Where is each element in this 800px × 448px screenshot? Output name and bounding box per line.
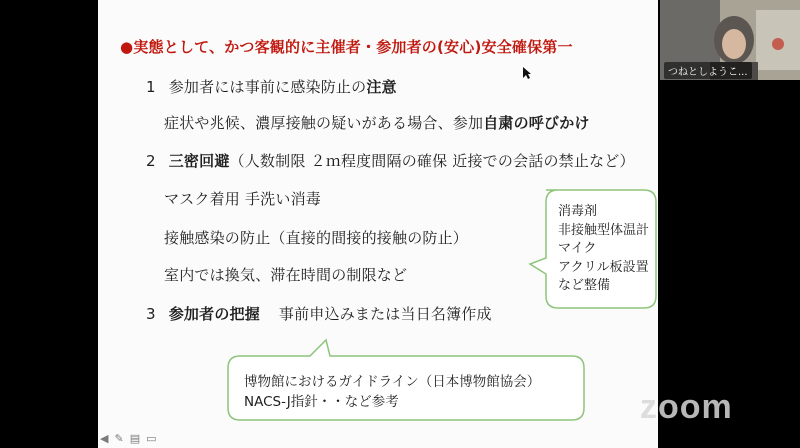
- bubble-1-line: 非接触型体温計: [558, 222, 650, 238]
- more-icon[interactable]: ▭: [146, 432, 157, 445]
- bubble-1-line: 消毒剤: [558, 204, 598, 219]
- bubble-2-line: 博物館におけるガイドライン（日本博物館協会）: [244, 374, 541, 390]
- previous-icon[interactable]: ◀: [100, 432, 109, 445]
- item-3: [146, 303, 492, 324]
- item-2: [146, 150, 635, 171]
- zoom-watermark: zoom: [640, 388, 733, 426]
- bubble-1-text: [558, 203, 649, 296]
- item-3-number: 3: [146, 305, 156, 323]
- participant-video-tile[interactable]: [660, 0, 800, 80]
- item-1-bold: 注意: [366, 78, 397, 96]
- item-2-number: 2: [146, 152, 156, 170]
- item-1-sub-text: 症状や兆候、濃厚接触の疑いがある場合、参加: [164, 114, 484, 132]
- item-3-bold: 参加者の把握: [168, 305, 260, 323]
- item-1: [146, 76, 397, 97]
- participant-name: つねとしようこ...: [664, 62, 752, 79]
- item-1-sub: [164, 112, 590, 133]
- bubble-1-line: マイク: [558, 241, 597, 256]
- bubble-1-line: アクリル板設置: [558, 259, 649, 275]
- item-1-number: 1: [146, 78, 156, 96]
- bubble-2-text: [244, 372, 540, 412]
- item-1-text: 参加者には事前に感染防止の: [168, 78, 367, 96]
- slide-heading: ●実態として、かつ客観的に主催者・参加者の(安心)安全確保第一: [120, 38, 573, 56]
- item-2-text: （人数制限 ２ｍ程度間隔の確保 近接での会話の禁止など）: [229, 152, 635, 170]
- mouse-cursor-icon: [522, 66, 532, 80]
- pen-icon[interactable]: ✎: [114, 432, 124, 445]
- item-3-text: 事前申込みまたは当日名簿作成: [278, 305, 492, 323]
- presentation-slide: [98, 0, 658, 448]
- item-1-sub-bold: 自粛の呼びかけ: [483, 114, 590, 132]
- item-2-bold: 三密回避: [168, 152, 230, 170]
- slides-icon[interactable]: ▤: [129, 432, 141, 445]
- item-2-line-2: 接触感染の防止（直接的間接的接触の防止）: [164, 229, 469, 247]
- bubble-2-line: NACS-J指針・・など参考: [244, 394, 399, 410]
- item-2-line-3: 室内では換気、滞在時間の制限など: [164, 266, 408, 284]
- item-2-line-1: マスク着用 手洗い消毒: [164, 190, 321, 208]
- slide-toolbar: [100, 432, 157, 446]
- bubble-1-line: など整備: [558, 278, 611, 293]
